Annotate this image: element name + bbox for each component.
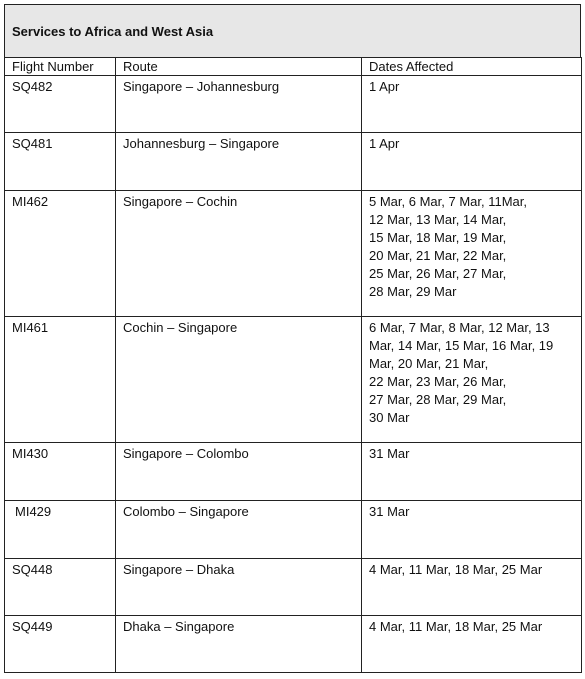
header-flight-number: Flight Number xyxy=(5,58,116,76)
dates-affected: 4 Mar, 11 Mar, 18 Mar, 25 Mar xyxy=(362,616,582,673)
dates-affected: 1 Apr xyxy=(362,76,582,133)
table-row xyxy=(5,559,582,616)
header-row xyxy=(5,58,582,76)
dates-affected: 5 Mar, 6 Mar, 7 Mar, 11Mar, 12 Mar, 13 Mar, 14 Mar, 15 Mar, 18 Mar, 19 Mar, 20 Mar, 21 Mar, 22 Mar, 25 Mar, 26 Mar, 27 Mar, 28 Mar, 29 Mar xyxy=(362,191,582,317)
table-title: Services to Africa and West Asia xyxy=(12,23,214,39)
dates-affected: 31 Mar xyxy=(362,501,582,559)
route: Colombo – Singapore xyxy=(116,501,362,559)
flight-number: MI462 xyxy=(5,191,116,317)
dates-affected: 31 Mar xyxy=(362,443,582,501)
flight-number: MI429 xyxy=(5,501,116,559)
route: Singapore – Colombo xyxy=(116,443,362,501)
table-title-bar xyxy=(4,4,581,58)
table-row xyxy=(5,443,582,501)
route: Johannesburg – Singapore xyxy=(116,133,362,191)
route: Singapore – Johannesburg xyxy=(116,76,362,133)
flight-number: SQ481 xyxy=(5,133,116,191)
table-row xyxy=(5,133,582,191)
table-row xyxy=(5,616,582,673)
table-row xyxy=(5,501,582,559)
table-row xyxy=(5,76,582,133)
dates-affected: 1 Apr xyxy=(362,133,582,191)
flight-number: SQ448 xyxy=(5,559,116,616)
header-dates-affected: Dates Affected xyxy=(362,58,582,76)
flight-number: SQ449 xyxy=(5,616,116,673)
header-route: Route xyxy=(116,58,362,76)
route: Dhaka – Singapore xyxy=(116,616,362,673)
flight-number: SQ482 xyxy=(5,76,116,133)
table-row xyxy=(5,191,582,317)
flight-number: MI461 xyxy=(5,317,116,443)
route: Cochin – Singapore xyxy=(116,317,362,443)
dates-affected: 4 Mar, 11 Mar, 18 Mar, 25 Mar xyxy=(362,559,582,616)
table-row xyxy=(5,317,582,443)
route: Singapore – Cochin xyxy=(116,191,362,317)
dates-affected: 6 Mar, 7 Mar, 8 Mar, 12 Mar, 13 Mar, 14 Mar, 15 Mar, 16 Mar, 19 Mar, 20 Mar, 21 Mar, 22 Mar, 23 Mar, 26 Mar, 27 Mar, 28 Mar, 29 Mar, 30 Mar xyxy=(362,317,582,443)
flight-number: MI430 xyxy=(5,443,116,501)
route: Singapore – Dhaka xyxy=(116,559,362,616)
flights-table xyxy=(4,57,582,673)
